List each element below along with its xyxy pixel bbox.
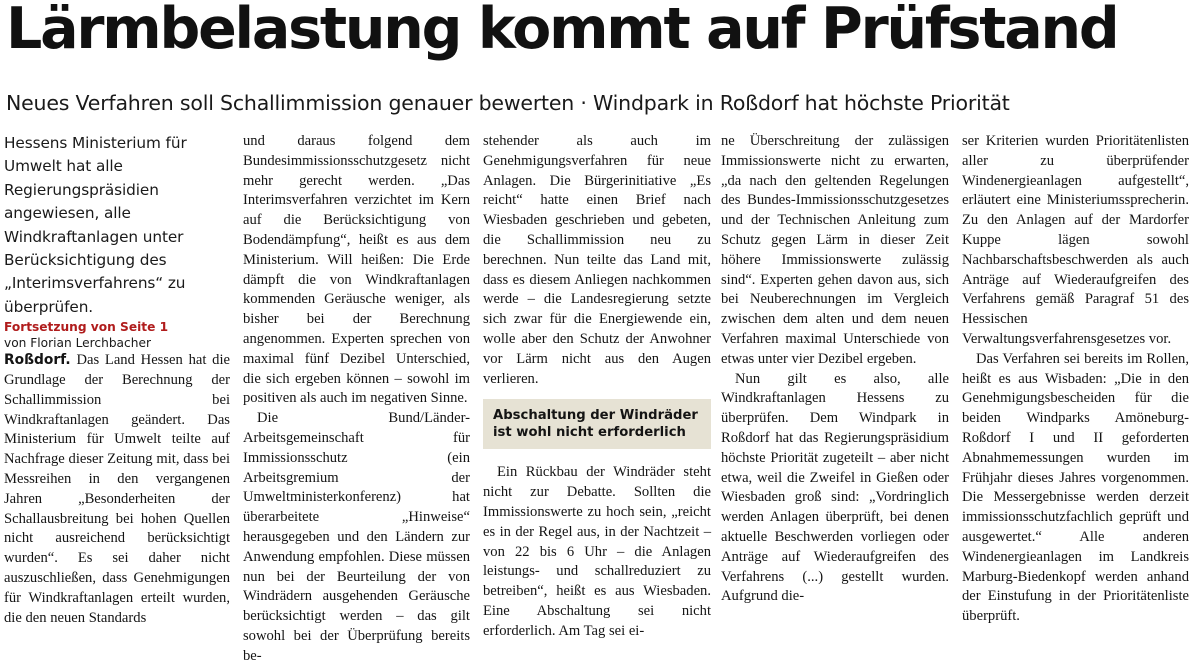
article-column-1 xyxy=(4,132,230,652)
subheading-line: ist wohl nicht erforderlich xyxy=(493,425,686,441)
article-column-3 xyxy=(483,132,711,652)
article-column-2 xyxy=(243,132,470,664)
headline: Lärmbelastung kommt auf Prüfstand xyxy=(6,0,1118,62)
body-paragraph: ne Überschreitung der zulässigen Immissionswerte nicht zu erwarten, „da nach den geltenden Regelungen des Bundes-Immissionsschutzgesetzes und der Technischen Anleitung zum Schutz gegen Lärm in dieser Zeit höhere Immissionswerte zulässig sind“. Experten gehen davon aus, sich bei Neuberechnungen im Vergleich zwischen dem alten und dem neuen Verfahren maximal Unterschiede von etwas unter vier Dezibel ergeben. xyxy=(721,133,949,367)
article-column-4 xyxy=(721,132,949,652)
section-subheading xyxy=(483,399,711,449)
article-column-5 xyxy=(962,132,1189,652)
body-paragraph: ser Kriterien wurden Prioritätenlisten aller zu überprüfender Windenergieanlagen aufgestellt“, erläutert eine Ministeriumssprecherin. Zu den Anlagen auf der Mardorfer Kuppe lägen sowohl Nachbarschaftsbeschwerden als auch Anträge auf Wiederaufgreifen des Verfahrens gemäß Paragraf 51 des Hessischen Verwaltungsverfahrensgesetzes vor. xyxy=(962,133,1189,347)
lead-paragraph-text: Das Land Hessen hat die Grundlage der Berechnung der Schallimmission bei Windkraftanlagen geändert. Das Ministerium für Umwelt teilte auf Nachfrage dieser Zeitung mit, dass bei Messreihen in den vergangenen Jahren „Besonderheiten der Schallausbreitung bei hohen Quellen nicht ausreichend berücksichtigt wurden“. Es sei daher nicht auszuschließen, dass Genehmigungen für Windkraftanlagen erteilt wurden, die den neuen Standards xyxy=(4,352,230,626)
lead-paragraph xyxy=(4,351,230,628)
subheading-line: Abschaltung der Windräder xyxy=(493,408,698,424)
body-paragraph: Ein Rückbau der Windräder steht nicht zur Debatte. Sollten die Immissionswerte zu hoch sein, „reicht es in der Regel aus, in der Nachtzeit – von 22 bis 6 Uhr – die Anlagen leistungs- und schallreduziert zu betreiben“, heißt es aus Wiesbaden. Eine Abschaltung sei nicht erforderlich. Am Tag sei ei- xyxy=(483,464,711,639)
body-paragraph: Die Bund/Länder-Arbeitsgemeinschaft für Immissionsschutz (ein Arbeitsgremium der Umweltministerkonferenz) hat überarbeitete „Hinweise“ herausgegeben und den Ländern zur Anwendung empfohlen. Diese müssen nun bei der Beurteilung der von Windrädern ausgehenden Geräusche berücksichtigt werden – das gilt sowohl bei der Überprüfung bereits be- xyxy=(243,410,470,664)
body-paragraph: und daraus folgend dem Bundesimmissionsschutzgesetz nicht mehr gerecht werden. „Das Interimsverfahren verzichtet im Kern auf die Berücksichtigung von Bodendämpfung“, heißt es aus dem Ministerium. Will heißen: Die Erde dämpft die von Windkraftanlagen kommenden Geräusche weniger, als bisher bei der Berechnung angenommen. Experten sprechen von maximal fünf Dezibel Unterschied, die sich ergeben können – sowohl im positiven als auch im negativen Sinne. xyxy=(243,133,470,407)
body-paragraph: stehender als auch im Genehmigungsverfahren für neue Anlagen. Die Bürgerinitiative „Es reicht“ hatte einen Brief nach Wiesbaden geschrieben und gebeten, die Schallimmission neu zu berechnen. Nun teilte das Land mit, dass es diesem Anliegen nachkommen werde – die Landesregierung setzte sich zwar für die Energiewende ein, wolle aber den Schutz der Anwohner vor Lärm nicht aus den Augen verlieren. xyxy=(483,133,711,387)
body-paragraph: Das Verfahren sei bereits im Rollen, heißt es aus Wisbaden: „Die in den Genehmigungsbescheiden für die beiden Windparks Amöneburg-Roßdorf I und II geforderten Abnahmemessungen wurden im Frühjahr dieses Jahres vorgenommen. Die Messergebnisse werden derzeit immissionsschutzfachlich geprüft und ausgewertet.“ Alle anderen Windenergieanlagen im Landkreis Marburg-Biedenkopf werden anhand der Einstufung in der Prioritätenliste überprüft. xyxy=(962,350,1189,625)
intro-text: Hessens Ministerium für Umwelt hat alle Regierungspräsidien angewiesen, alle Windkraftanlagen unter Berücksichtigung des „Interimsverfahrens“ zu überprüfen. xyxy=(4,134,187,316)
body-paragraph: Nun gilt es also, alle Windkraftanlagen Hessens zu überprüfen. Dem Windpark in Roßdorf hat das Regierungspräsidium höchste Priorität zugeteilt – aber nicht etwa, weil die Zweifel in Gießen oder Wiesbaden groß sind: „Vordringlich werden Anlagen überprüft, bei denen aktuelle Beschwerden vorliegen oder Anträge auf Wiederaufgreifen des Verfahrens (...) gestellt wurden. Aufgrund die- xyxy=(721,370,949,605)
subheadline: Neues Verfahren soll Schallimmission genauer bewerten · Windpark in Roßdorf hat höchste Priorität xyxy=(6,91,1010,115)
dateline: Roßdorf. xyxy=(4,352,71,369)
byline: von Florian Lerchbacher xyxy=(4,336,151,351)
continuation-note: Fortsetzung von Seite 1 xyxy=(4,320,169,335)
